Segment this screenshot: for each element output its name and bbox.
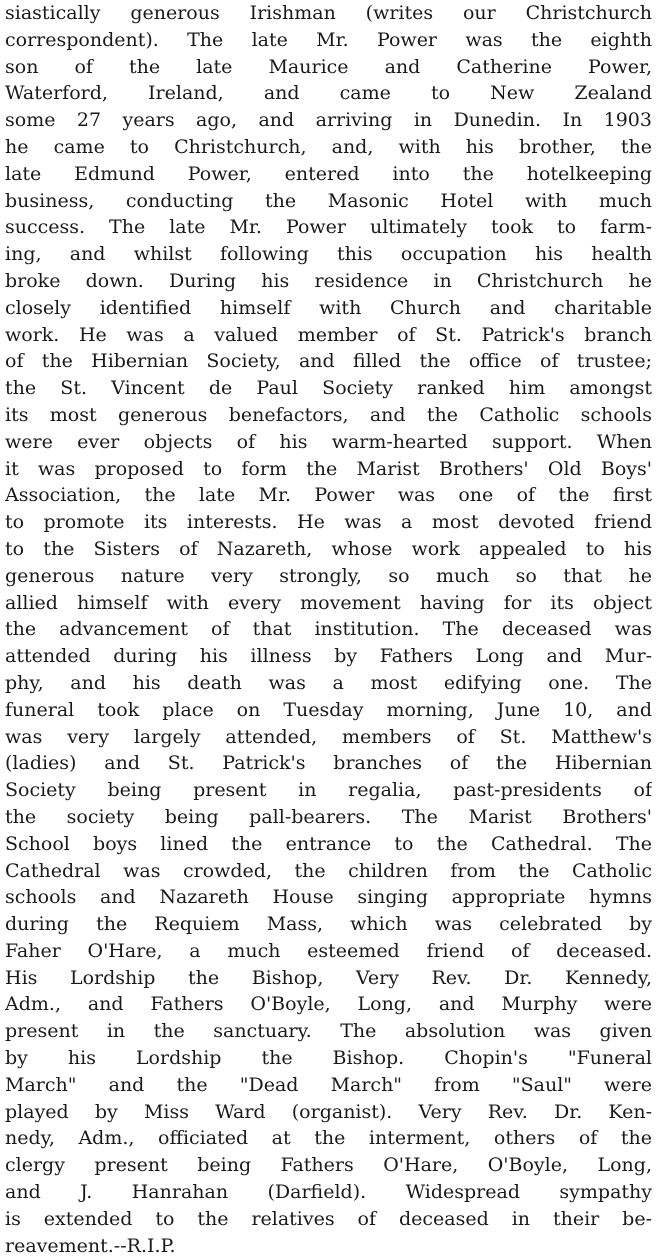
text-line: he came to Christchurch, and, with his brother, the (5, 135, 652, 158)
text-line: present in the sanctuary. The absolution was given (5, 1020, 652, 1043)
text-line: funeral took place on Tuesday morning, June 10, and (5, 698, 652, 721)
obituary-text (5, 0, 652, 1259)
text-line: broke down. During his residence in Christchurch he (5, 269, 652, 292)
text-line: son of the late Maurice and Catherine Power, (5, 55, 652, 78)
text-line: is extended to the relatives of deceased in their be- (5, 1207, 652, 1230)
text-line: nedy, Adm., officiated at the interment, others of the (5, 1127, 652, 1150)
text-line: reavement.--R.I.P. (5, 1234, 176, 1257)
text-line: generous nature very strongly, so much so that he (5, 564, 652, 587)
text-line: Association, the late Mr. Power was one of the first (5, 484, 652, 507)
text-line: (ladies) and St. Patrick's branches of the Hibernian (5, 752, 652, 775)
text-line: late Edmund Power, entered into the hotelkeeping (5, 162, 652, 185)
text-line: correspondent). The late Mr. Power was the eighth (5, 28, 652, 51)
text-line: to promote its interests. He was a most devoted friend (5, 511, 652, 534)
text-line: played by Miss Ward (organist). Very Rev. Dr. Ken- (5, 1100, 652, 1123)
text-line: the advancement of that institution. The deceased was (5, 618, 652, 641)
text-line: of the Hibernian Society, and filled the office of trustee; (5, 350, 652, 373)
text-line: schools and Nazareth House singing appropriate hymns (5, 886, 652, 909)
text-line: the society being pall-bearers. The Marist Brothers' (5, 805, 652, 828)
text-line: it was proposed to form the Marist Brothers' Old Boys' (5, 457, 652, 480)
text-line: Faher O'Hare, a much esteemed friend of deceased. (5, 939, 652, 962)
text-line: its most generous benefactors, and the Catholic schools (5, 403, 652, 426)
text-line: ing, and whilst following this occupation his health (5, 243, 652, 266)
text-line: Cathedral was crowded, the children from the Catholic (5, 859, 652, 882)
text-line: and J. Hanrahan (Darfield). Widespread sympathy (5, 1181, 652, 1204)
text-line: closely identified himself with Church and charitable (5, 296, 652, 319)
text-line: School boys lined the entrance to the Cathedral. The (5, 832, 652, 855)
text-line: Society being present in regalia, past-presidents of (5, 779, 652, 802)
text-line: by his Lordship the Bishop. Chopin's "Funeral (5, 1047, 652, 1070)
text-line: Adm., and Fathers O'Boyle, Long, and Murphy were (5, 993, 652, 1016)
text-line: March" and the "Dead March" from "Saul" were (5, 1073, 652, 1096)
text-line: siastically generous Irishman (writes our Christchurch (5, 2, 652, 24)
text-line: the St. Vincent de Paul Society ranked him amongst (5, 377, 652, 400)
text-line: business, conducting the Masonic Hotel with much (5, 189, 652, 212)
text-line: were ever objects of his warm-hearted support. When (5, 430, 652, 453)
text-line: attended during his illness by Fathers Long and Mur- (5, 645, 652, 668)
text-line: phy, and his death was a most edifying one. The (5, 671, 652, 694)
text-line: success. The late Mr. Power ultimately took to farm- (5, 216, 652, 239)
text-line: during the Requiem Mass, which was celebrated by (5, 913, 652, 936)
text-line: Waterford, Ireland, and came to New Zealand (5, 82, 652, 105)
text-line: His Lordship the Bishop, Very Rev. Dr. Kennedy, (5, 966, 652, 989)
text-line: was very largely attended, members of St. Matthew's (5, 725, 652, 748)
text-line: allied himself with every movement having for its object (5, 591, 652, 614)
text-line: work. He was a valued member of St. Patrick's branch (5, 323, 652, 346)
text-line: some 27 years ago, and arriving in Dunedin. In 1903 (5, 109, 652, 132)
text-line: to the Sisters of Nazareth, whose work appealed to his (5, 537, 652, 560)
text-line: clergy present being Fathers O'Hare, O'Boyle, Long, (5, 1154, 652, 1177)
